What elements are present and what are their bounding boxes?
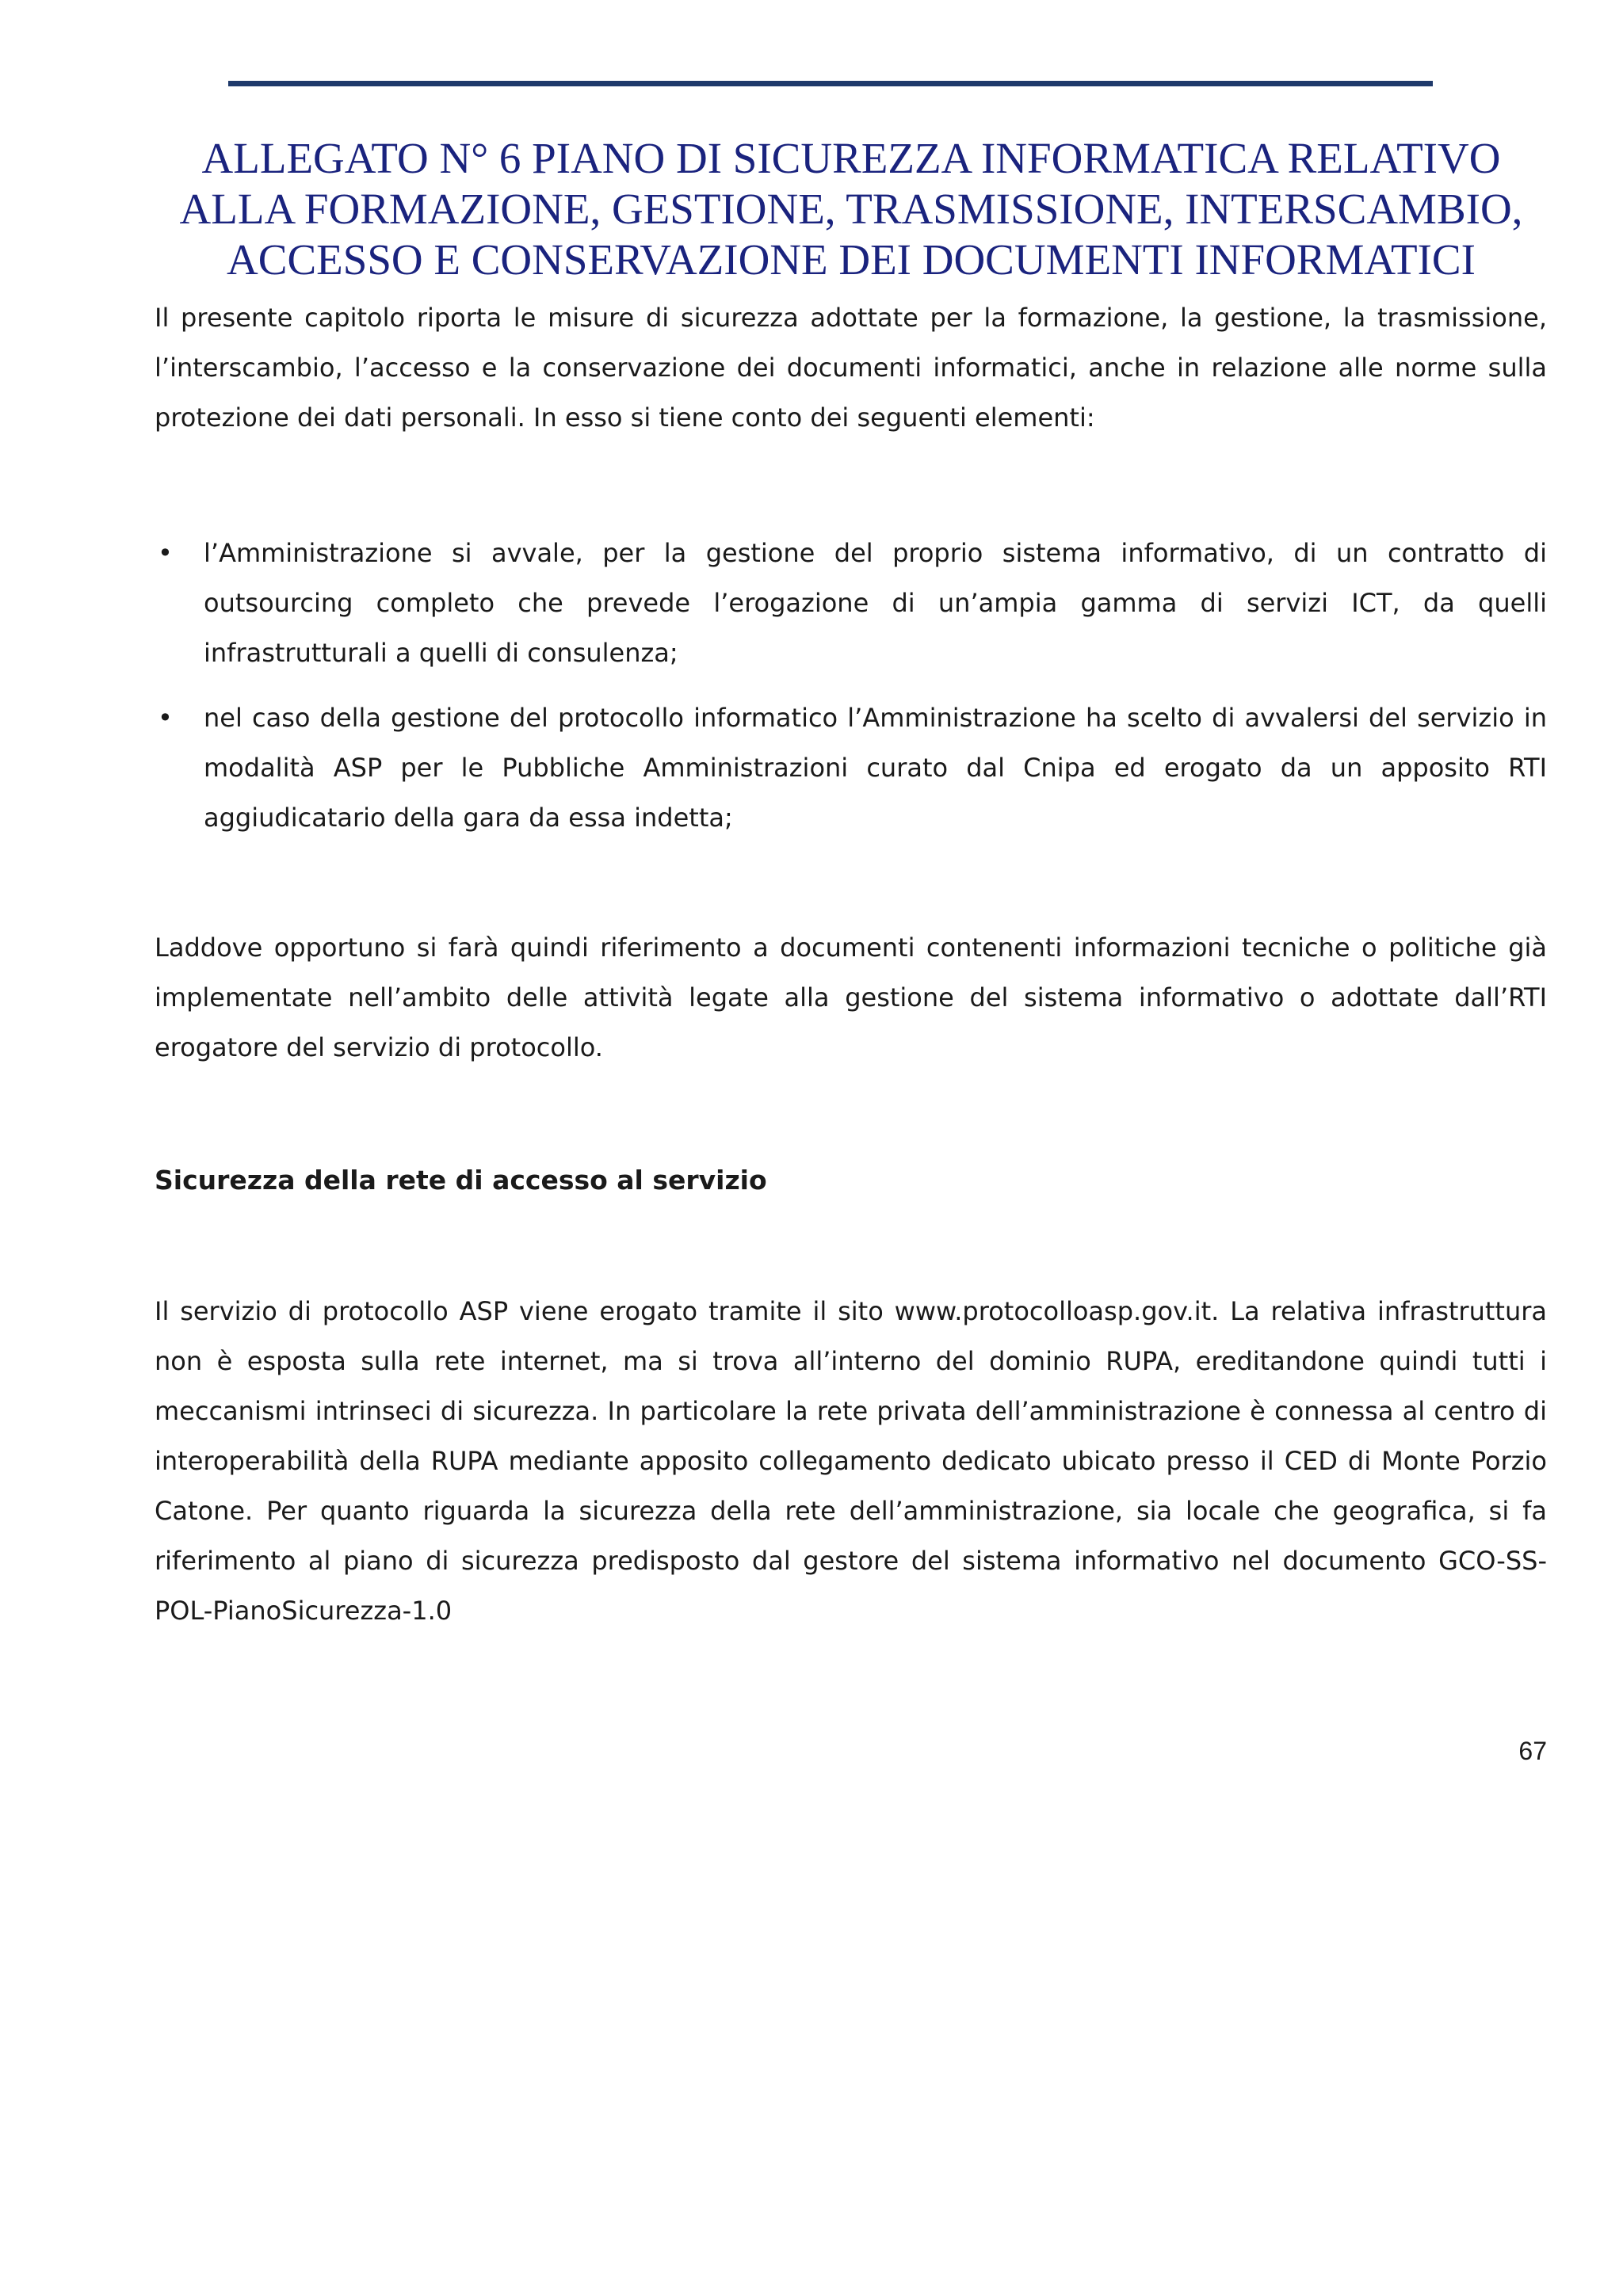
header-rule xyxy=(228,81,1433,86)
bullet-item xyxy=(155,528,1547,678)
bullet-text: l’Amministrazione si avvale, per la gestione del proprio sistema informativo, di un contratto di outsourcing completo che prevede l’erogazione di un’ampia gamma di servizi ICT, da quelli infrastrutturali a quelli di consulenza; xyxy=(204,538,1547,668)
paragraph-network-security: Il servizio di protocollo ASP viene erogato tramite il sito www.protocolloasp.gov.it. La relativa infrastruttura non è esposta sulla rete internet, ma si trova all’interno del dominio RUPA, ereditandone quindi tutti i meccanismi intrinseci di sicurezza. In particolare la rete privata dell’amministrazione è connessa al centro di interoperabilità della RUPA mediante apposito collegamento dedicato ubicato presso il CED di Monte Porzio Catone. Per quanto riguarda la sicurezza della rete dell’amministrazione, sia locale che geografica, si fa riferimento al piano di sicurezza predisposto dal gestore del sistema informativo nel documento GCO-SS-POL-PianoSicurezza-1.0 xyxy=(155,1296,1547,1626)
bullet-text: nel caso della gestione del protocollo informatico l’Amministrazione ha scelto di avvalersi del servizio in modalità ASP per le Pubbliche Amministrazioni curato dal Cnipa ed erogato da un apposito RTI aggiudicatario della gara da essa indetta; xyxy=(204,703,1547,833)
title-line-1: ALLEGATO N° 6 PIANO DI SICUREZZA INFORMATICA RELATIVO xyxy=(201,134,1501,182)
paragraph-references: Laddove opportuno si farà quindi riferimento a documenti contenenti informazioni tecniche o politiche già implementate nell’ambito delle attività legate alla gestione del sistema informativo o adottate dall’RTI erogatore del servizio di protocollo. xyxy=(155,933,1547,1062)
page-number: 67 xyxy=(1518,1737,1547,1765)
bullet-item xyxy=(155,693,1547,843)
document-title xyxy=(127,133,1575,285)
section-heading: Sicurezza della rete di accesso al servizio xyxy=(155,1165,767,1196)
title-line-3: ACCESSO E CONSERVAZIONE DEI DOCUMENTI INFORMATICI xyxy=(227,235,1476,284)
title-line-2: ALLA FORMAZIONE, GESTIONE, TRASMISSIONE, INTERSCAMBIO, xyxy=(179,185,1523,233)
intro-paragraph: Il presente capitolo riporta le misure di sicurezza adottate per la formazione, la gestione, la trasmissione, l’interscambio, l’accesso e la conservazione dei documenti informatici, anche in relazione alle norme sulla protezione dei dati personali. In esso si tiene conto dei seguenti elementi: xyxy=(155,303,1547,433)
bullet-icon: • xyxy=(158,538,173,568)
bullet-list xyxy=(155,528,1547,843)
bullet-icon: • xyxy=(158,703,173,733)
